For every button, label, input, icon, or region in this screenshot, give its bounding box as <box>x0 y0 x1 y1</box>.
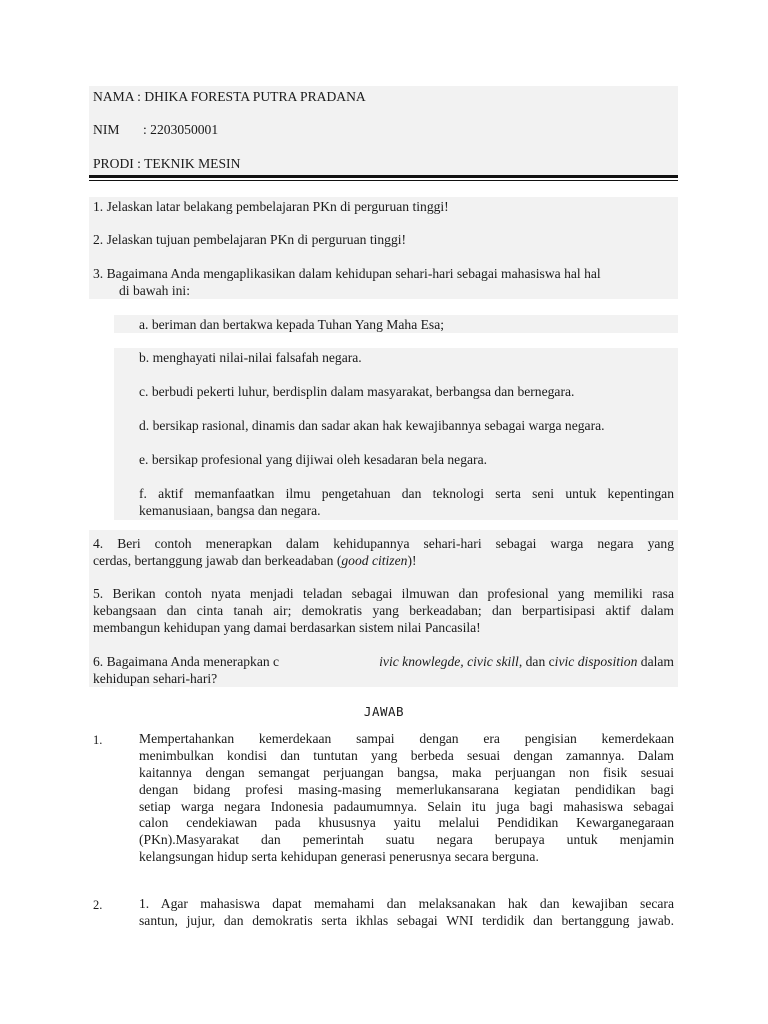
question-3-item-a: a. beriman dan bertakwa kepada Tuhan Yang Maha Esa; <box>139 317 445 332</box>
answer-1-line: (PKn).Masyarakat dan pemerintah suatu negara berupaya untuk menjamin <box>139 832 674 847</box>
question-4-emphasis: good citizen <box>341 553 408 568</box>
question-6-line2: kehidupan sehari-hari? <box>93 671 218 686</box>
question-6-mid: , dan c <box>518 654 555 669</box>
question-6-end: dalam <box>637 654 674 669</box>
question-3-item-c: c. berbudi pekerti luhur, berdisplin dalam masyarakat, berbangsa dan bernegara. <box>139 384 575 399</box>
question-4-text: cerdas, bertanggung jawab dan berkeadaban ( <box>93 553 342 568</box>
question-3-line1: 3. Bagaimana Anda mengaplikasikan dalam kehidupan sehari-hari sebagai mahasiswa hal hal <box>93 266 601 281</box>
question-3-item-d: d. bersikap rasional, dinamis dan sadar akan hak kewajibannya sebagai warga negara. <box>139 418 605 433</box>
jawab-heading: JAWAB <box>363 704 405 719</box>
answer-1-line: kelangsungan hidup serta kehidupan generasi penerusnya secara berguna. <box>139 849 539 864</box>
student-name: NAMA : DHIKA FORESTA PUTRA PRADANA <box>93 89 366 104</box>
answer-2-line: 1. Agar mahasiswa dapat memahami dan melaksanakan hak dan kewajiban secara <box>139 896 674 911</box>
question-1: 1. Jelaskan latar belakang pembelajaran PKn di perguruan tinggi! <box>93 199 449 214</box>
question-6-line1 <box>93 654 674 671</box>
answer-1-line: menimbulkan kondisi dan tuntutan yang berbeda sesuai dengan zamannya. Dalam <box>139 748 674 763</box>
answer-1-line: dengan bidang profesi masing-masing memerlukansarana kegiatan pendidikan bagi <box>139 782 674 797</box>
student-nim-value: : 2203050001 <box>143 122 219 137</box>
question-5-line3: membangun kehidupan yang damai berdasarkan sistem nilai Pancasila! <box>93 620 481 635</box>
answer-2-line: santun, jujur, dan demokratis serta ikhlas sebagai WNI terdidik dan bertanggung jawab. <box>139 913 674 928</box>
question-4-line1: 4. Beri contoh menerapkan dalam kehidupannya sehari-hari sebagai warga negara yang <box>93 536 674 551</box>
student-nim-label: NIM <box>93 122 120 137</box>
question-5-line1: 5. Berikan contoh nyata menjadi teladan sebagai ilmuwan dan profesional yang memiliki rasa <box>93 586 674 601</box>
answer-1-line: calon cendekiawan pada khususnya yaitu melalui Pendidikan Kewarganegaraan <box>139 815 674 830</box>
answer-2-number: 2. <box>93 898 103 912</box>
question-6-terms <box>379 654 674 671</box>
question-3-line2: di bawah ini: <box>119 283 190 298</box>
question-3-item-f-line1: f. aktif memanfaatkan ilmu pengetahuan dan teknologi serta seni untuk kepentingan <box>139 486 674 501</box>
answer-1-number: 1. <box>93 733 103 747</box>
header-divider-thin <box>89 180 678 181</box>
question-3-item-b: b. menghayati nilai-nilai falsafah negara. <box>139 350 362 365</box>
question-6-emphasis-1: ivic knowlegde, civic skill <box>379 654 519 669</box>
student-prodi: PRODI : TEKNIK MESIN <box>93 156 241 171</box>
header-divider <box>89 175 678 178</box>
question-6-emphasis-2: ivic disposition <box>554 654 638 669</box>
question-4-line2 <box>93 553 417 570</box>
answer-1-line: Mempertahankan kemerdekaan sampai dengan era pengisian kemerdekaan <box>139 731 674 746</box>
answer-1-line: setiap warga negara Indonesia padaumumnya. Selain itu juga bagi mahasiswa sebagai <box>139 799 674 814</box>
question-5-line2: kebangsaan dan cinta tanah air; demokratis yang berkeadaban; dan berpartisipasi aktif dalam <box>93 603 674 618</box>
question-3-item-f-line2: kemanusiaan, bangsa dan negara. <box>139 503 321 518</box>
answer-1-line: kaitannya dengan semangat perjuangan bangsa, maka perjuangan non fisik sesuai <box>139 765 674 780</box>
question-4-end: )! <box>407 553 417 568</box>
question-2: 2. Jelaskan tujuan pembelajaran PKn di perguruan tinggi! <box>93 232 407 247</box>
question-3-item-e: e. bersikap profesional yang dijiwai oleh kesadaran bela negara. <box>139 452 488 467</box>
question-6-text: 6. Bagaimana Anda menerapkan c <box>93 654 280 669</box>
